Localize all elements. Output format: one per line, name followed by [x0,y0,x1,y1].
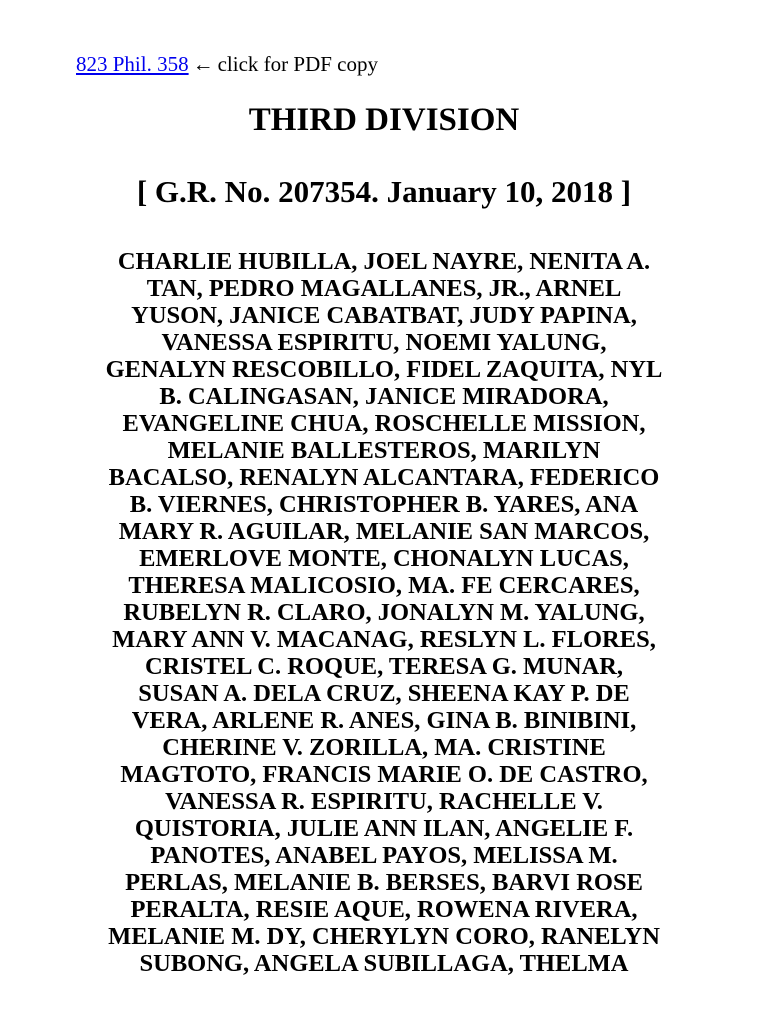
pdf-copy-line [76,50,378,78]
left-arrow-icon: ← [192,52,214,76]
party-line: CHARLIE HUBILLA, JOEL NAYRE, NENITA A. [117,248,651,275]
party-line: VERA, ARLENE R. ANES, GINA B. BINIBINI, [131,707,637,734]
party-line: THERESA MALICOSIO, MA. FE CERCARES, [128,572,640,599]
case-number-heading: [ G.R. No. 207354. January 10, 2018 ] [136,174,632,209]
party-line: MARY ANN V. MACANAG, RESLYN L. FLORES, [112,626,656,653]
party-line: PANOTES, ANABEL PAYOS, MELISSA M. [150,842,618,869]
parties-block [72,248,696,977]
pdf-link[interactable]: 823 Phil. 358 [76,52,189,76]
party-line: SUSAN A. DELA CRUZ, SHEENA KAY P. DE [138,680,630,707]
party-line: B. CALINGASAN, JANICE MIRADORA, [159,383,609,410]
party-line: PERALTA, RESIE AQUE, ROWENA RIVERA, [130,896,638,923]
party-line: QUISTORIA, JULIE ANN ILAN, ANGELIE F. [134,815,634,842]
party-line: CHERINE V. ZORILLA, MA. CRISTINE [162,734,606,761]
party-line: CRISTEL C. ROQUE, TERESA G. MUNAR, [144,653,624,680]
pdf-hint-text: click for PDF copy [217,52,379,76]
party-line: MELANIE M. DY, CHERYLYN CORO, RANELYN [108,923,660,950]
party-line: PERLAS, MELANIE B. BERSES, BARVI ROSE [125,869,643,896]
party-line: MELANIE BALLESTEROS, MARILYN [167,437,601,464]
party-line: VANESSA R. ESPIRITU, RACHELLE V. [165,788,603,815]
party-line: EVANGELINE CHUA, ROSCHELLE MISSION, [122,410,646,437]
party-line: EMERLOVE MONTE, CHONALYN LUCAS, [139,545,629,572]
party-line: SUBONG, ANGELA SUBILLAGA, THELMA [139,950,629,977]
party-line: B. VIERNES, CHRISTOPHER B. YARES, ANA [129,491,639,518]
party-line: VANESSA ESPIRITU, NOEMI YALUNG, [161,329,607,356]
party-line: TAN, PEDRO MAGALLANES, JR., ARNEL [146,275,622,302]
party-line: MARY R. AGUILAR, MELANIE SAN MARCOS, [118,518,650,545]
party-line: RUBELYN R. CLARO, JONALYN M. YALUNG, [123,599,645,626]
division-heading: THIRD DIVISION [248,102,520,138]
party-line: MAGTOTO, FRANCIS MARIE O. DE CASTRO, [120,761,648,788]
party-line: GENALYN RESCOBILLO, FIDEL ZAQUITA, NYL [105,356,663,383]
party-line: BACALSO, RENALYN ALCANTARA, FEDERICO [108,464,660,491]
party-line: YUSON, JANICE CABATBAT, JUDY PAPINA, [131,302,637,329]
